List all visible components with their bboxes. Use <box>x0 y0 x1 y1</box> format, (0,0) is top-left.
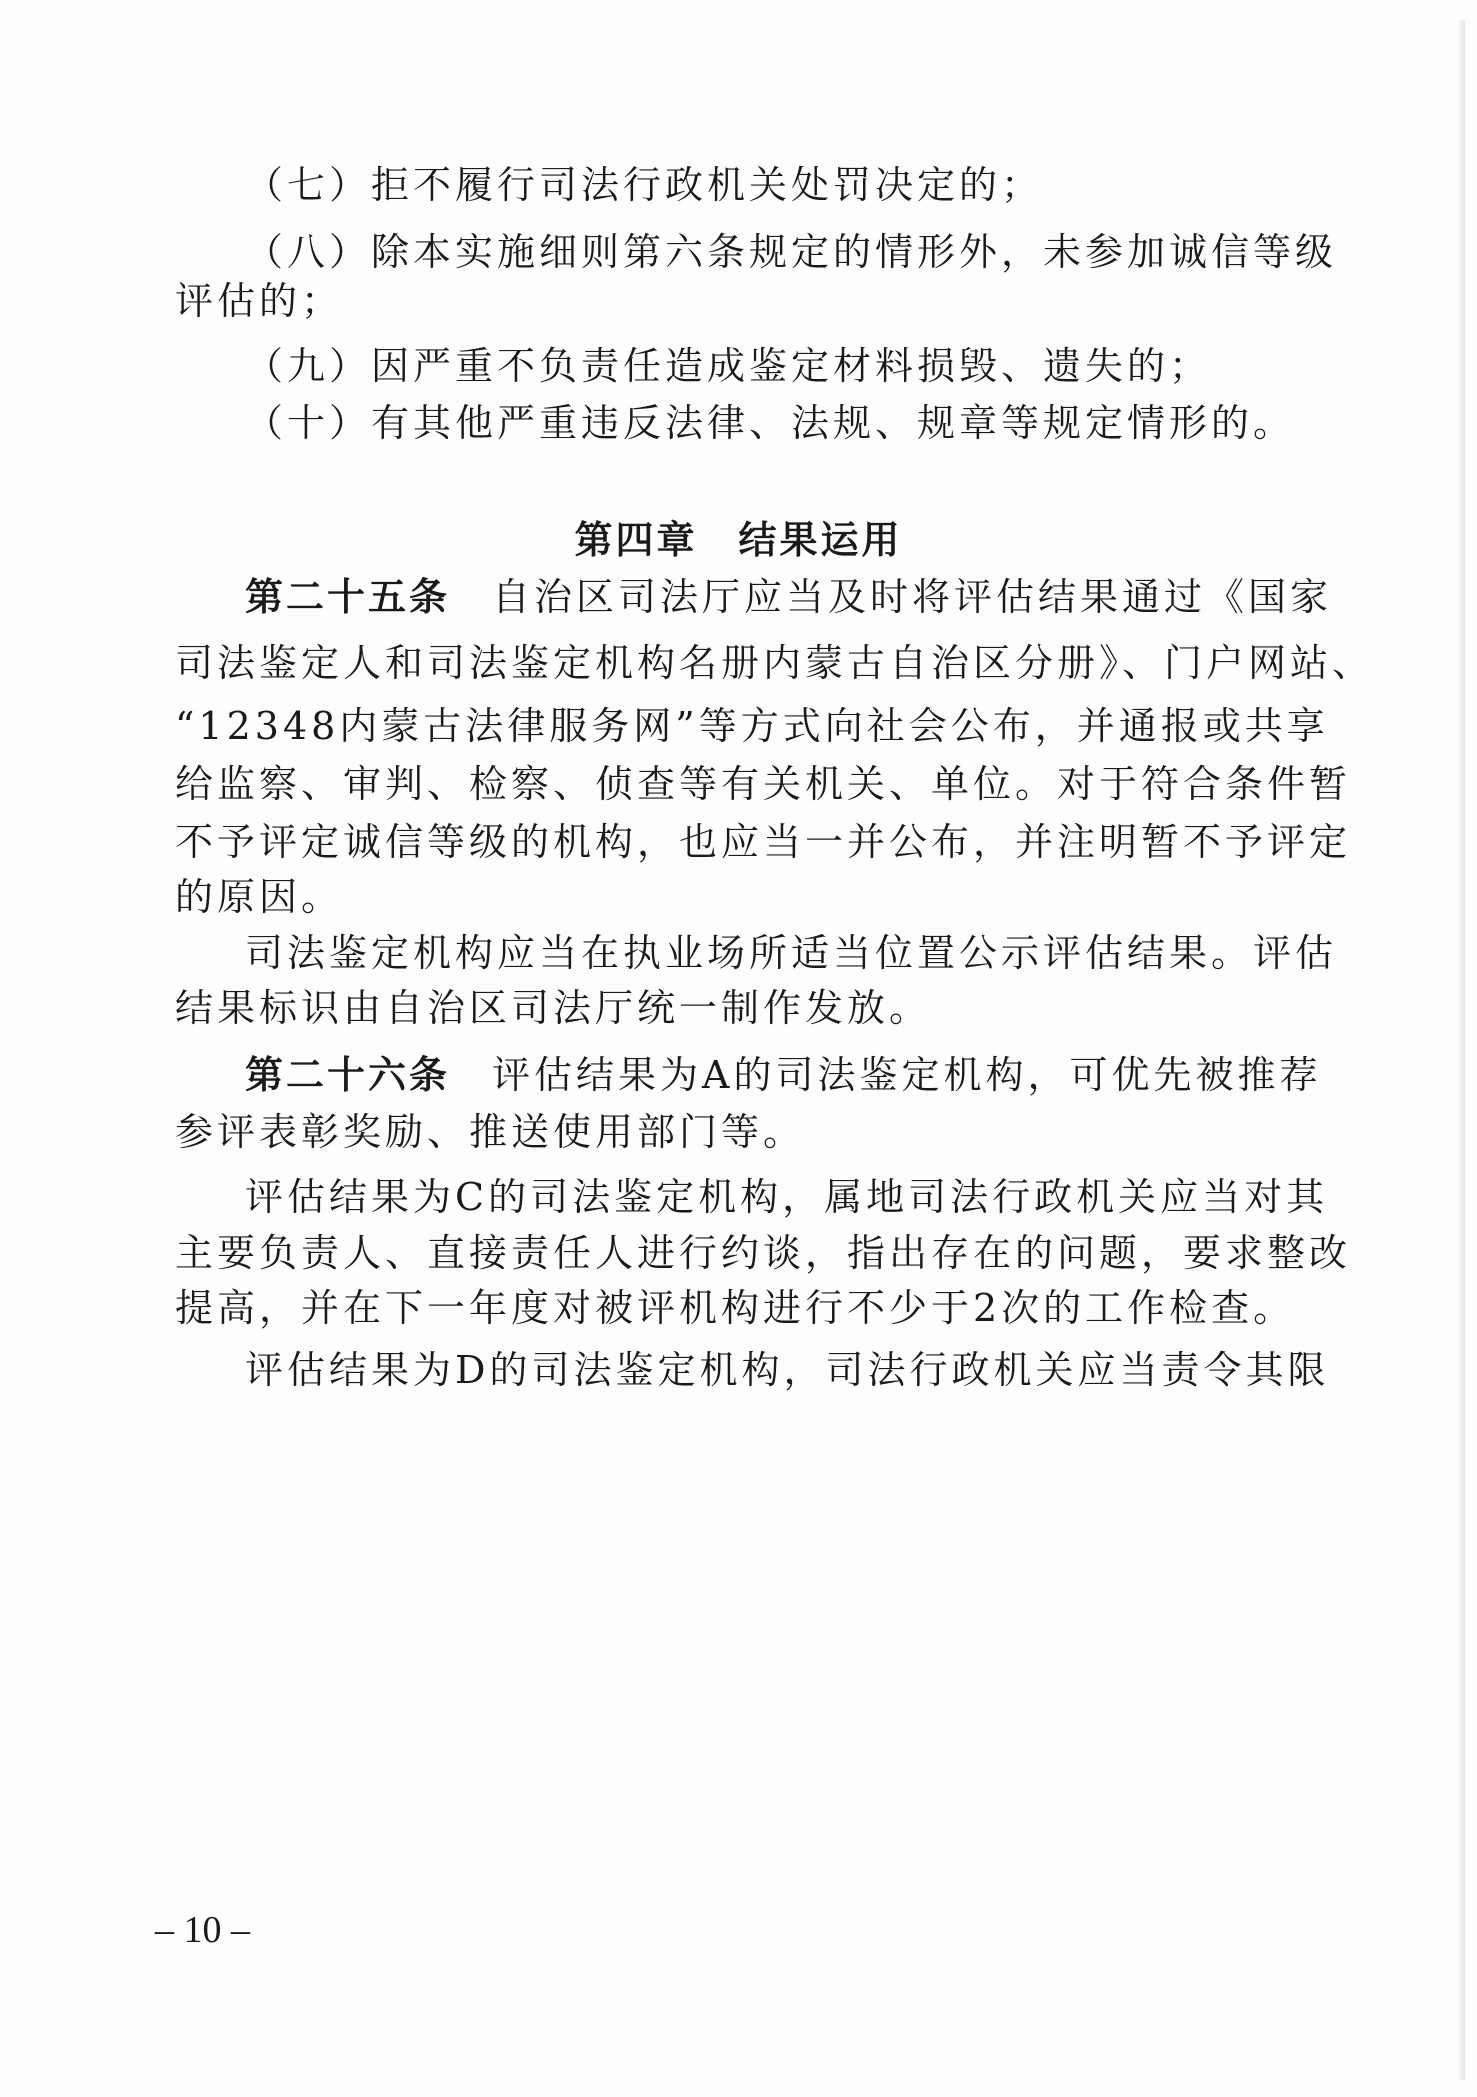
article-26-para-2-line-1: 评估结果为C的司法鉴定机构，属地司法行政机关应当对其 <box>245 1175 1329 1219</box>
article-25-text-1: 自治区司法厅应当及时将评估结果通过《国家 <box>450 575 1333 619</box>
article-26-para-2-line-2: 主要负责人、直接责任人进行约谈，指出存在的问题，要求整改 <box>175 1231 1352 1275</box>
article-26-para-3-line-1: 评估结果为D的司法鉴定机构，司法行政机关应当责令其限 <box>245 1348 1330 1392</box>
article-25-label: 第二十五条 <box>245 575 451 619</box>
article-26-text-1: 评估结果为A的司法鉴定机构，可优先被推荐 <box>450 1053 1322 1097</box>
chapter-title: 第四章 结果运用 <box>574 518 903 562</box>
item-8-line-2: 评估的； <box>175 279 344 323</box>
article-25-line-3: “12348内蒙古法律服务网”等方式向社会公布，并通报或共享 <box>175 704 1329 748</box>
article-25-para-2-line-2: 结果标识由自治区司法厅统一制作发放。 <box>175 986 932 1030</box>
item-8-line-1: （八）除本实施细则第六条规定的情形外，未参加诚信等级 <box>245 230 1338 274</box>
article-26-label: 第二十六条 <box>245 1053 451 1097</box>
article-25-line-4: 给监察、审判、检察、侦查等有关机关、单位。对于符合条件暂 <box>175 762 1352 806</box>
page-edge <box>1459 20 1465 2080</box>
item-10: （十）有其他严重违反法律、法规、规章等规定情形的。 <box>245 401 1296 445</box>
article-26-para-2-line-3: 提高，并在下一年度对被评机构进行不少于2次的工作检查。 <box>175 1286 1296 1330</box>
article-25-line-6: 的原因。 <box>175 875 344 919</box>
item-9: （九）因严重不负责任造成鉴定材料损毁、遗失的； <box>245 344 1212 388</box>
item-7: （七）拒不履行司法行政机关处罚决定的； <box>245 163 1044 207</box>
page-number: – 10 – <box>155 1909 250 1951</box>
article-25-line-5: 不予评定诚信等级的机构，也应当一并公布，并注明暂不予评定 <box>175 820 1352 864</box>
article-25-first-line <box>245 572 1332 622</box>
article-26-line-2: 参评表彰奖励、推送使用部门等。 <box>175 1110 806 1154</box>
article-25-line-2: 司法鉴定人和司法鉴定机构名册内蒙古自治区分册》、门户网站、 <box>175 641 1375 685</box>
article-25-para-2-line-1: 司法鉴定机构应当在执业场所适当位置公示评估结果。评估 <box>245 931 1338 975</box>
article-26-first-line <box>245 1050 1321 1100</box>
